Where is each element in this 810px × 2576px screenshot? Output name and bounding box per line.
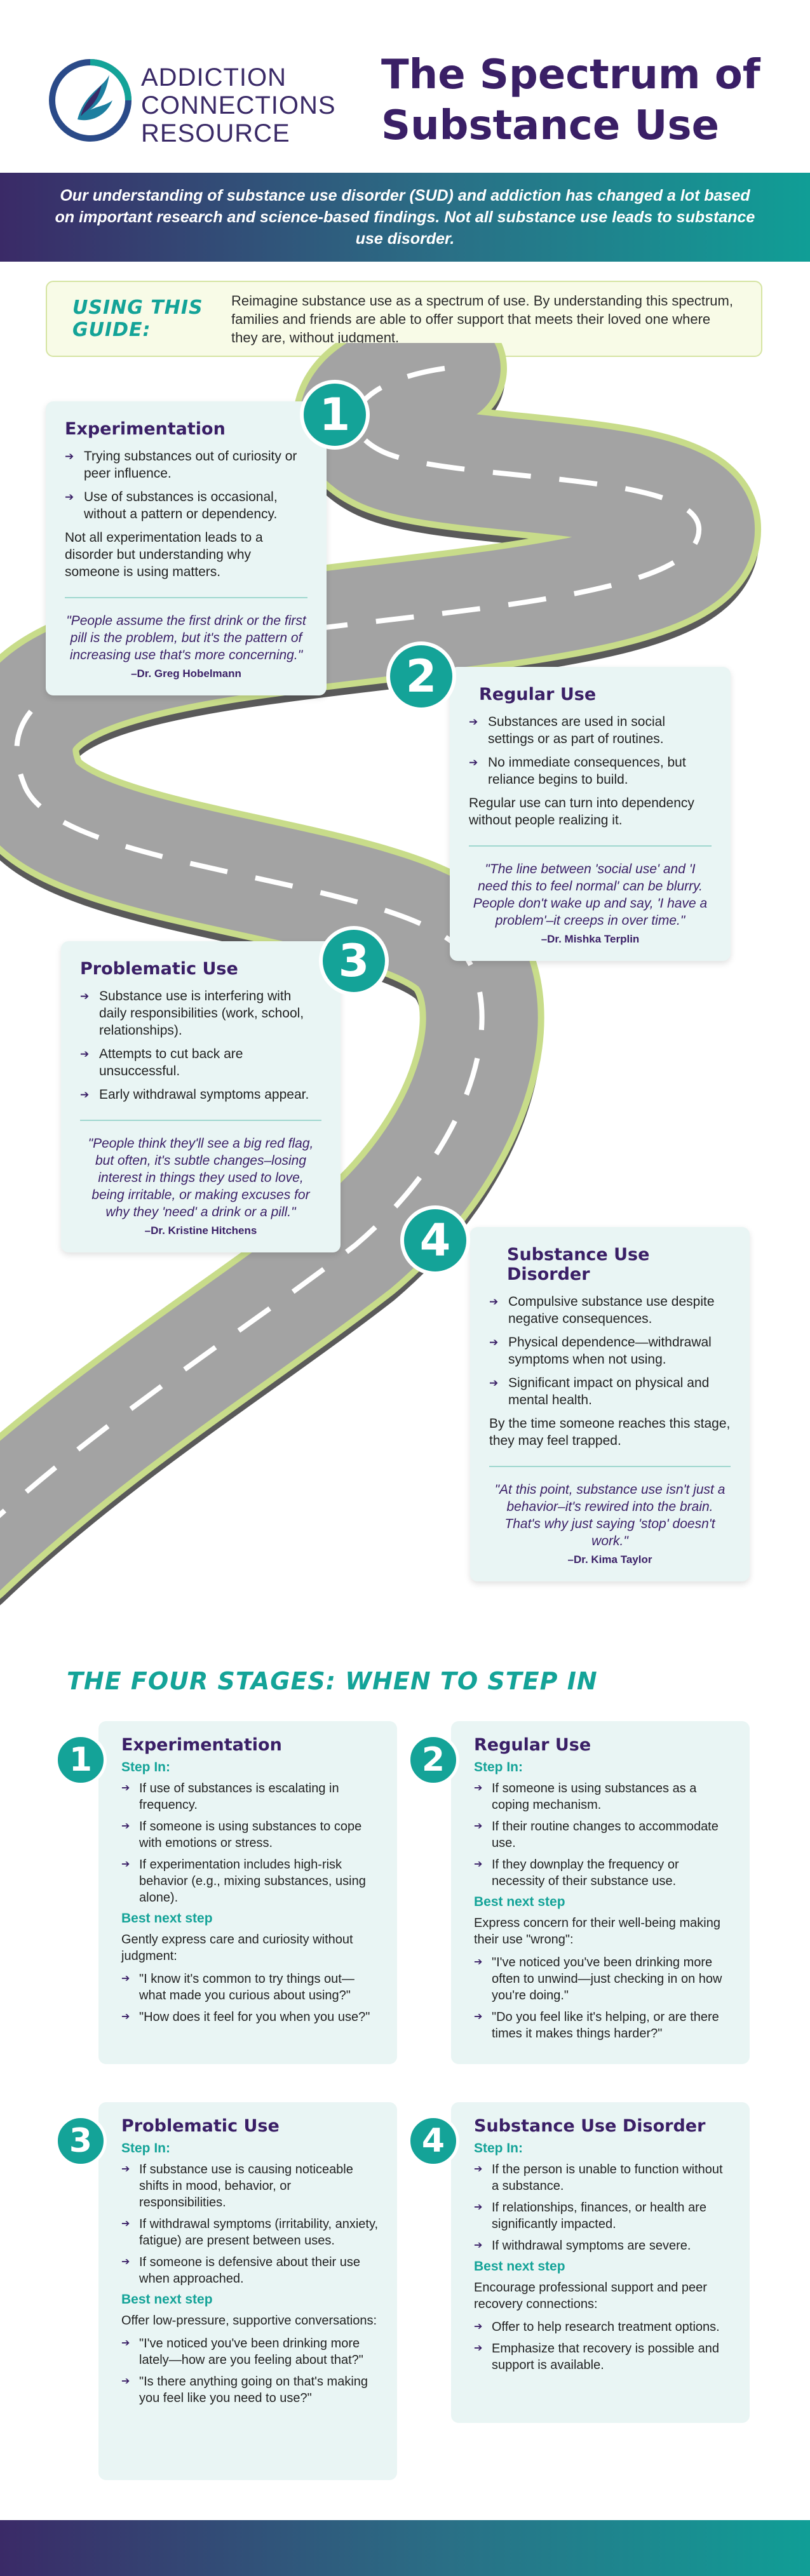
stage-number-2: 2: [386, 641, 456, 711]
list-item: ➔ No immediate consequences, but reliance begins to build.: [469, 754, 712, 788]
next-step-text: Gently express care and curiosity without judgment:: [121, 1933, 353, 1963]
stage-bullets: [65, 448, 307, 523]
list-item: ➔ Offer to help research treatment options.: [474, 2319, 732, 2335]
list-item: ➔ Significant impact on physical and mental health.: [489, 1374, 731, 1409]
stage-title: Regular Use: [479, 685, 597, 704]
stage-card-1: [46, 401, 327, 695]
road-illustration: [0, 343, 810, 1620]
divider: [489, 1466, 731, 1467]
step-number-2: 2: [407, 1734, 459, 1786]
step-title: Substance Use Disorder: [474, 2116, 706, 2136]
list-item: ➔ "I know it's common to try things out—what made you curious about using?": [121, 1971, 379, 2004]
stage-note: By the time someone reaches this stage, they may feel trapped.: [489, 1416, 731, 1448]
stage-quote: "People assume the first drink or the first pill is the problem, but it's the pattern of increasing use that's more concerning.": [66, 614, 306, 662]
stage-title: Experimentation: [65, 419, 226, 439]
list-item: ➔ If relationships, finances, or health are significantly impacted.: [474, 2199, 732, 2232]
step-card-1: [98, 1721, 397, 2064]
guide-text: Reimagine substance use as a spectrum of use. By understanding this spectrum, families and friends are able to offer support that meets their loved one where they are, without judgment.: [231, 292, 733, 345]
list-item: ➔ "I've noticed you've been drinking more lately—how are you feeling about that?": [121, 2335, 379, 2368]
step-title: Regular Use: [474, 1735, 591, 1755]
step-in-list: [474, 2161, 732, 2254]
stage-card-3: [61, 941, 341, 1252]
stage-card-2: [450, 667, 731, 961]
list-item: ➔ Substance use is interfering with daily responsibilities (work, school, relationships).: [80, 988, 321, 1039]
stage-quote: "At this point, substance use isn't just a behavior–it's rewired into the brain. That's why just saying 'stop' doesn't work.": [494, 1482, 726, 1548]
stage-bullets: [469, 713, 712, 788]
divider: [469, 845, 712, 847]
list-item: ➔ Attempts to cut back are unsuccessful.: [80, 1045, 321, 1080]
stage-note: Not all experimentation leads to a disorder but understanding why someone is using matters.: [65, 530, 263, 579]
list-item: ➔ If use of substances is escalating in frequency.: [121, 1780, 379, 1813]
stage-note: Regular use can turn into dependency without people realizing it.: [469, 796, 694, 828]
list-item: ➔ If someone is using substances as a coping mechanism.: [474, 1780, 732, 1813]
header: [0, 0, 810, 171]
step-number-1: 1: [55, 1734, 107, 1786]
step-card-4: [451, 2102, 750, 2423]
list-item: ➔ If experimentation includes high-risk behavior (e.g., mixing substances, using alone).: [121, 1856, 379, 1906]
divider: [80, 1120, 321, 1121]
step-in-label: Step In:: [121, 2141, 170, 2156]
quote-author: –Dr. Kima Taylor: [567, 1553, 652, 1566]
section-title: THE FOUR STAGES: WHEN TO STEP IN: [67, 1667, 598, 1695]
list-item: ➔ "Do you feel like it's helping, or are there times it makes things harder?": [474, 2009, 732, 2042]
list-item: ➔ If withdrawal symptoms (irritability, anxiety, fatigue) are present between uses.: [121, 2216, 379, 2249]
stage-title: Substance Use Disorder: [507, 1245, 650, 1284]
quote-author: –Dr. Greg Hobelmann: [131, 667, 241, 680]
divider: [65, 597, 307, 598]
stage-bullets: [80, 988, 321, 1103]
list-item: ➔ "How does it feel for you when you use?": [121, 2009, 379, 2025]
stage-number-3: 3: [319, 926, 389, 996]
title-line2: Substance Use: [381, 102, 719, 149]
next-step-list: [474, 1954, 732, 2042]
stage-quote: "The line between 'social use' and 'I need this to feel normal' can be blurry. People don't wake up and say, 'I have a problem'–it creeps in over time.": [473, 862, 708, 928]
footer-bar: [0, 2520, 810, 2576]
stage-title: Problematic Use: [80, 959, 238, 979]
list-item: ➔ Compulsive substance use despite negative consequences.: [489, 1293, 731, 1327]
logo-text: [141, 64, 336, 147]
list-item: ➔ "I've noticed you've been drinking more often to unwind—just checking in on how you're doing.": [474, 1954, 732, 2004]
list-item: ➔ If withdrawal symptoms are severe.: [474, 2237, 732, 2254]
next-step-label: Best next step: [474, 1895, 565, 1909]
next-step-list: [474, 2319, 732, 2373]
quote-author: –Dr. Mishka Terplin: [541, 933, 640, 945]
step-title: Problematic Use: [121, 2116, 280, 2136]
step-in-list: [121, 2161, 379, 2287]
next-step-text: Express concern for their well-being making their use "wrong":: [474, 1916, 720, 1947]
step-in-label: Step In:: [121, 1760, 170, 1774]
step-title: Experimentation: [121, 1735, 282, 1755]
quote-author: –Dr. Kristine Hitchens: [144, 1224, 257, 1237]
next-step-list: [121, 2335, 379, 2406]
list-item: ➔ If they downplay the frequency or necessity of their substance use.: [474, 1856, 732, 1889]
list-item: ➔ If substance use is causing noticeable shifts in mood, behavior, or responsibilities.: [121, 2161, 379, 2211]
stage-number-1: 1: [300, 380, 370, 450]
stage-number-4: 4: [400, 1205, 470, 1275]
next-step-list: [121, 1971, 379, 2025]
list-item: ➔ Early withdrawal symptoms appear.: [80, 1086, 321, 1103]
step-number-4: 4: [407, 2115, 459, 2167]
intro-banner: [0, 173, 810, 262]
next-step-text: Encourage professional support and peer recovery connections:: [474, 2281, 707, 2311]
next-step-text: Offer low-pressure, supportive conversations:: [121, 2314, 377, 2328]
step-card-2: [451, 1721, 750, 2064]
logo-line2: CONNECTIONS: [141, 91, 336, 119]
stage-quote: "People think they'll see a big red flag, but often, it's subtle changes–losing interest in things they used to love, being irritable, or making excuses for why they 'need' a drink or a pill.": [88, 1136, 314, 1219]
list-item: ➔ If their routine changes to accommodate use.: [474, 1818, 732, 1851]
step-in-list: [474, 1780, 732, 1889]
step-card-3: [98, 2102, 397, 2480]
list-item: ➔ If the person is unable to function without a substance.: [474, 2161, 732, 2194]
stage-bullets: [489, 1293, 731, 1409]
list-item: ➔ Substances are used in social settings or as part of routines.: [469, 713, 712, 748]
step-in-label: Step In:: [474, 2141, 523, 2156]
intro-text: Our understanding of substance use disorder (SUD) and addiction has changed a lot based on important research and science-based findings. Not all substance use leads to substance use disorder.: [55, 187, 755, 248]
step-in-list: [121, 1780, 379, 1906]
title-line1: The Spectrum of: [381, 51, 760, 98]
list-item: ➔ Physical dependence—withdrawal symptoms when not using.: [489, 1334, 731, 1368]
list-item: ➔ Use of substances is occasional, without a pattern or dependency.: [65, 488, 307, 523]
step-number-3: 3: [55, 2115, 107, 2167]
list-item: ➔ Emphasize that recovery is possible and support is available.: [474, 2340, 732, 2373]
step-in-label: Step In:: [474, 1760, 523, 1774]
list-item: ➔ If someone is defensive about their use when approached.: [121, 2254, 379, 2287]
list-item: ➔ If someone is using substances to cope with emotions or stress.: [121, 1818, 379, 1851]
list-item: ➔ Trying substances out of curiosity or peer influence.: [65, 448, 307, 482]
next-step-label: Best next step: [121, 1911, 213, 1926]
list-item: ➔ "Is there anything going on that's making you feel like you need to use?": [121, 2373, 379, 2406]
logo-line1: ADDICTION: [141, 64, 287, 91]
logo-line3: RESOURCE: [141, 119, 290, 147]
page-title: [381, 50, 788, 151]
next-step-label: Best next step: [121, 2292, 213, 2307]
next-step-label: Best next step: [474, 2259, 565, 2274]
stage-card-4: [470, 1227, 750, 1581]
logo-icon: [46, 56, 135, 145]
guide-label: USING THIS GUIDE:: [72, 297, 203, 341]
